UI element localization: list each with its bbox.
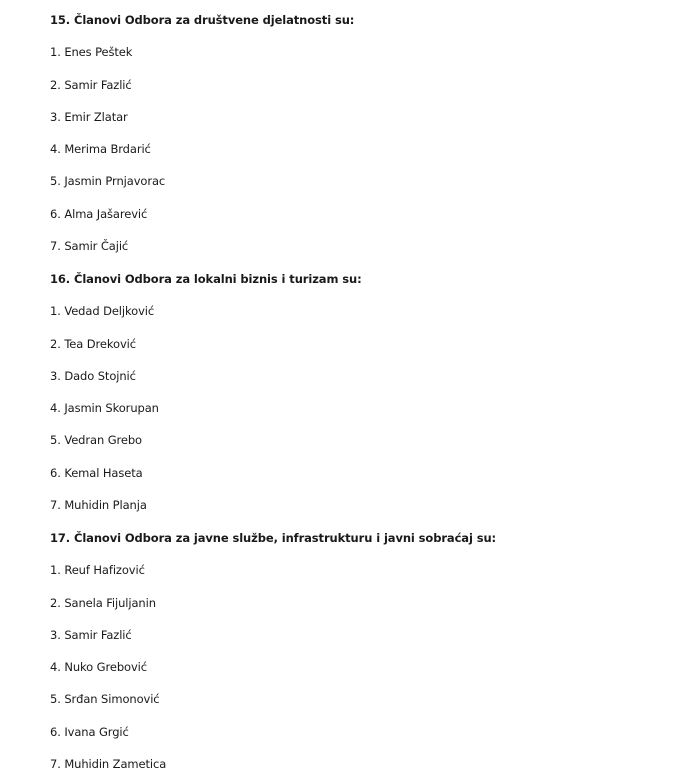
committee-section-16 — [50, 271, 650, 513]
list-item: 6. Alma Jašarević — [50, 206, 148, 221]
list-item: 5. Jasmin Prnjavorac — [50, 174, 166, 189]
list-item: 6. Ivana Grgić — [50, 724, 129, 739]
section-heading: 15. Članovi Odbora za društvene djelatnosti su: — [50, 13, 355, 27]
list-item: 1. Enes Peštek — [50, 45, 133, 60]
list-item: 2. Tea Dreković — [50, 336, 136, 351]
list-item: 1. Vedad Deljković — [50, 304, 155, 319]
committee-section-17 — [50, 530, 650, 772]
list-item: 4. Jasmin Skorupan — [50, 401, 159, 416]
section-heading: 17. Članovi Odbora za javne službe, infrastrukturu i javni sobraćaj su: — [50, 531, 497, 545]
list-item: 7. Muhidin Zametica — [50, 757, 167, 772]
list-item: 4. Merima Brdarić — [50, 142, 151, 157]
list-item: 2. Samir Fazlić — [50, 77, 132, 92]
list-item: 2. Sanela Fijuljanin — [50, 595, 156, 610]
list-item: 7. Samir Čajić — [50, 239, 129, 254]
list-item: 6. Kemal Haseta — [50, 465, 143, 480]
section-heading: 16. Članovi Odbora za lokalni biznis i turizam su: — [50, 272, 362, 286]
list-item: 1. Reuf Hafizović — [50, 563, 145, 578]
list-item: 3. Emir Zlatar — [50, 109, 128, 124]
committee-section-15 — [50, 12, 650, 254]
list-item: 7. Muhidin Planja — [50, 498, 147, 513]
list-item: 5. Vedran Grebo — [50, 433, 142, 448]
list-item: 5. Srđan Simonović — [50, 692, 160, 707]
list-item: 3. Samir Fazlić — [50, 627, 132, 642]
list-item: 4. Nuko Grebović — [50, 660, 147, 675]
list-item: 3. Dado Stojnić — [50, 368, 136, 383]
